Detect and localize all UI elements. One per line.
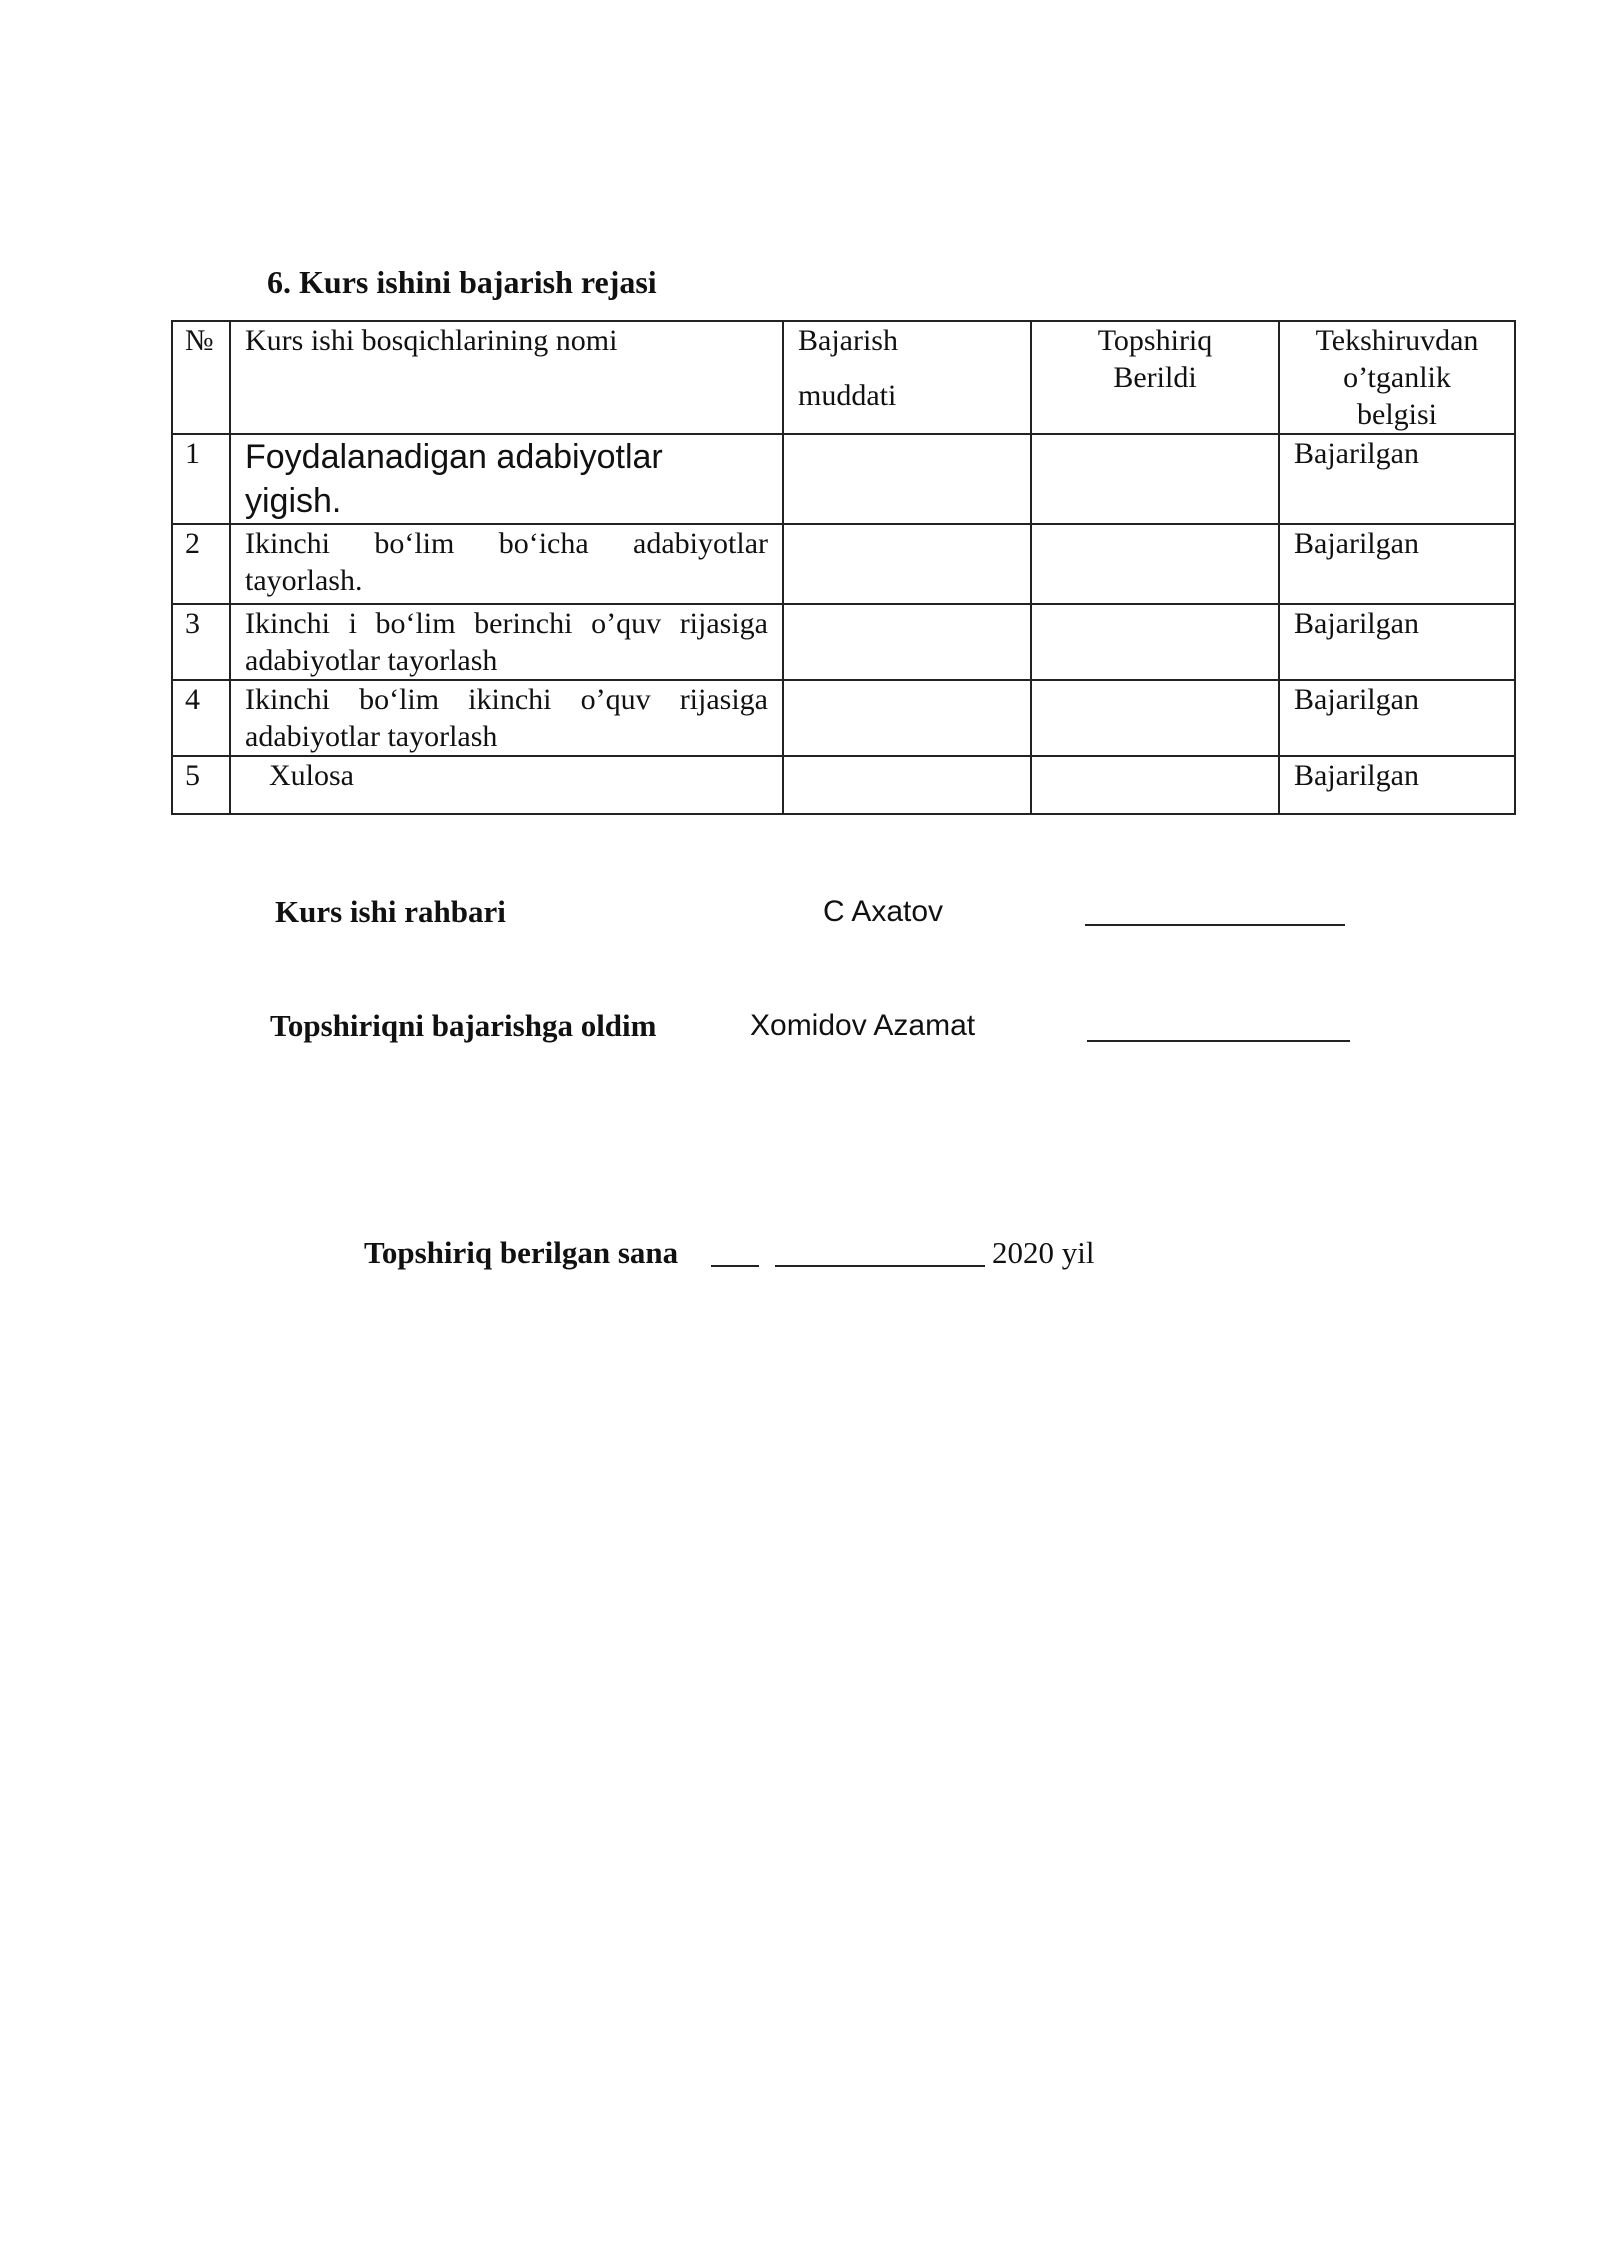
- header-stage-name: Kurs ishi bosqichlarining nomi: [230, 321, 783, 434]
- row-number: 3: [172, 604, 230, 680]
- table-row: [172, 604, 1515, 680]
- issue-day-blank: [711, 1265, 759, 1267]
- row-stage-name: Ikinchi bo‘lim bo‘icha adabiyotlar tayorlash.: [230, 524, 783, 604]
- table-header-row: [172, 321, 1515, 434]
- row-status: Bajarilgan: [1279, 756, 1515, 814]
- header-check-mark: [1279, 321, 1515, 434]
- student-signature-line: [1087, 1040, 1350, 1042]
- header-deadline-line1: Bajarish: [798, 324, 898, 357]
- header-deadline-line2: muddati: [798, 379, 897, 412]
- issue-year: 2020 yil: [992, 1235, 1095, 1270]
- row-status: Bajarilgan: [1279, 434, 1515, 524]
- page-title: 6. Kurs ishini bajarish rejasi: [267, 264, 657, 300]
- row-deadline: [783, 680, 1031, 756]
- course-plan-table: [171, 320, 1516, 815]
- row-assignment-given: [1031, 524, 1279, 604]
- header-check-line2: o’tganlik: [1343, 361, 1451, 394]
- row-stage-name: Ikinchi i bo‘lim berinchi o’quv rijasiga adabiyotlar tayorlash: [230, 604, 783, 680]
- supervisor-name: C Axatov: [823, 895, 944, 928]
- row-status: Bajarilgan: [1279, 604, 1515, 680]
- header-deadline: [783, 321, 1031, 434]
- student-name: Xomidov Azamat: [750, 1009, 976, 1042]
- row-assignment-given: [1031, 680, 1279, 756]
- row-stage-name: Ikinchi bo‘lim ikinchi o’quv rijasiga adabiyotlar tayorlash: [230, 680, 783, 756]
- row-stage-name: [230, 756, 783, 814]
- row-number: 2: [172, 524, 230, 604]
- row-assignment-given: [1031, 756, 1279, 814]
- header-check-line1: Tekshiruvdan: [1315, 324, 1479, 357]
- supervisor-signature-line: [1085, 924, 1345, 926]
- row-number: 1: [172, 434, 230, 524]
- row-deadline: [783, 604, 1031, 680]
- table-row: [172, 524, 1515, 604]
- table-row: [172, 434, 1515, 524]
- issue-month-blank: [775, 1265, 985, 1267]
- row-stage-name: [230, 434, 783, 524]
- header-num: №: [172, 321, 230, 434]
- row-stage-name-text: Foydalanadigan adabiyotlar yigish.: [245, 438, 663, 520]
- row-number: 5: [172, 756, 230, 814]
- row-deadline: [783, 524, 1031, 604]
- table-row: [172, 756, 1515, 814]
- row-assignment-given: [1031, 434, 1279, 524]
- supervisor-label: Kurs ishi rahbari: [275, 894, 506, 929]
- table-row: [172, 680, 1515, 756]
- student-label: Topshiriqni bajarishga oldim: [270, 1008, 657, 1043]
- row-number: 4: [172, 680, 230, 756]
- header-given-line2: Berildi: [1113, 361, 1197, 394]
- row-stage-name-text: Xulosa: [269, 759, 354, 792]
- issue-date-label: Topshiriq berilgan sana: [364, 1235, 679, 1270]
- row-status: Bajarilgan: [1279, 524, 1515, 604]
- header-check-line3: belgisi: [1357, 398, 1437, 431]
- row-assignment-given: [1031, 604, 1279, 680]
- row-deadline: [783, 434, 1031, 524]
- header-assignment-given: [1031, 321, 1279, 434]
- row-status: Bajarilgan: [1279, 680, 1515, 756]
- header-given-line1: Topshiriq: [1097, 324, 1213, 357]
- row-deadline: [783, 756, 1031, 814]
